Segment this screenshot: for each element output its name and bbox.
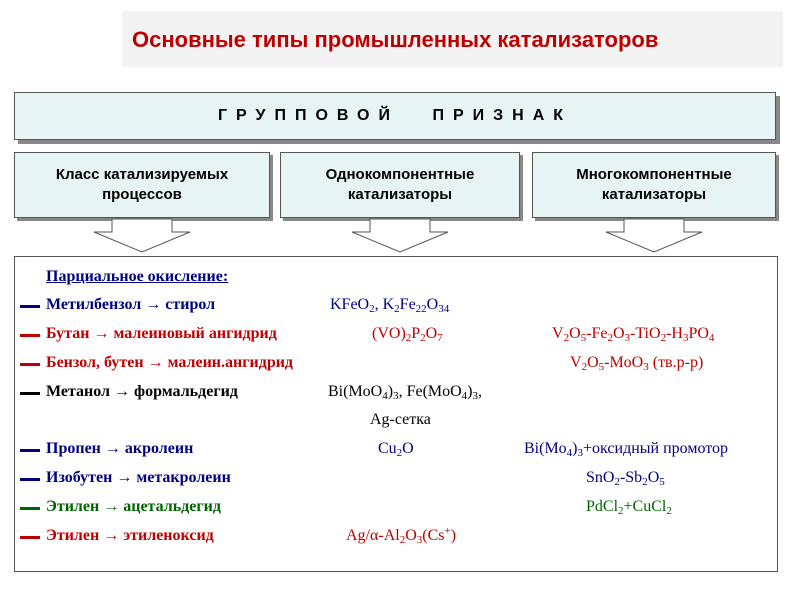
- bullet-dash: [20, 305, 40, 308]
- reaction-label: Этилен → этиленоксид: [46, 527, 214, 544]
- down-arrow-icon: [92, 218, 192, 254]
- reaction-label: Метанол → формальдегид: [46, 383, 238, 400]
- bullet-dash: [20, 449, 40, 452]
- reaction-row: [20, 498, 780, 520]
- multi-component-catalyst: $V_2O_5-Fe_2O_3-TiO_2-H_3PO_4$: [552, 325, 715, 344]
- down-arrow-icon: [350, 218, 450, 254]
- reaction-label: Изобутен → метакролеин: [46, 469, 231, 486]
- category-box-process-class: [14, 152, 270, 218]
- reaction-label: Пропен → акролеин: [46, 440, 194, 457]
- reaction-row: [20, 527, 780, 549]
- reaction-label: Метилбензол → стирол: [46, 296, 216, 313]
- single-component-catalyst: $Bi(MoO_4)_3$, $Fe(MoO_4)_3$,: [328, 383, 482, 402]
- reaction-row: [20, 354, 780, 376]
- single-component-catalyst: KFeO$_2$, $K_2Fe_{22}O_{34}$: [330, 296, 450, 315]
- reaction-row: [20, 296, 780, 318]
- category-label: Многокомпонентные катализаторы: [576, 166, 732, 203]
- multi-component-catalyst: $Bi(Mo_4)_3+оксидный$ промотор: [524, 440, 729, 459]
- category-box-multi-component: [532, 152, 776, 218]
- group-header-box: [14, 92, 776, 140]
- reaction-row-continuation: [20, 411, 780, 433]
- single-component-catalyst: $(VO)_2P_2O_7$: [372, 325, 443, 344]
- reaction-row: [20, 469, 780, 491]
- reaction-row: [20, 440, 780, 462]
- group-header-label: ГРУППОВОЙ ПРИЗНАК: [217, 107, 573, 124]
- single-component-catalyst: $Ag/\alpha-Al_2O_3(Cs^+)$: [346, 525, 457, 546]
- down-arrow-icon: [604, 218, 704, 254]
- section-title: Парциальное окисление:: [46, 268, 229, 285]
- single-component-catalyst: Ag-сетка: [370, 411, 431, 428]
- reaction-row: [20, 325, 780, 347]
- multi-component-catalyst: $SnO_2-Sb_2O_5$: [586, 469, 665, 488]
- bullet-dash: [20, 507, 40, 510]
- category-label: Однокомпонентные катализаторы: [325, 166, 475, 203]
- bullet-dash: [20, 392, 40, 395]
- bullet-dash: [20, 478, 40, 481]
- reaction-row: [20, 383, 780, 405]
- page-title: Основные типы промышленных катализаторов: [132, 27, 659, 52]
- category-box-single-component: [280, 152, 520, 218]
- bullet-dash: [20, 363, 40, 366]
- multi-component-catalyst: PdCl$_2$+CuCl$_2$: [586, 498, 672, 517]
- bullet-dash: [20, 536, 40, 539]
- reaction-label: Бутан → малеиновый ангидрид: [46, 325, 277, 342]
- bullet-dash: [20, 334, 40, 337]
- category-label: Класс катализируемых процессов: [55, 166, 229, 203]
- reaction-label: Этилен → ацетальдегид: [46, 498, 221, 515]
- multi-component-catalyst: $V_2O_5-MoO_3$ (тв.р-р): [570, 354, 704, 373]
- reaction-label: Бензол, бутен → малеин.ангидрид: [46, 354, 294, 371]
- single-component-catalyst: $Cu_2O$: [378, 440, 414, 459]
